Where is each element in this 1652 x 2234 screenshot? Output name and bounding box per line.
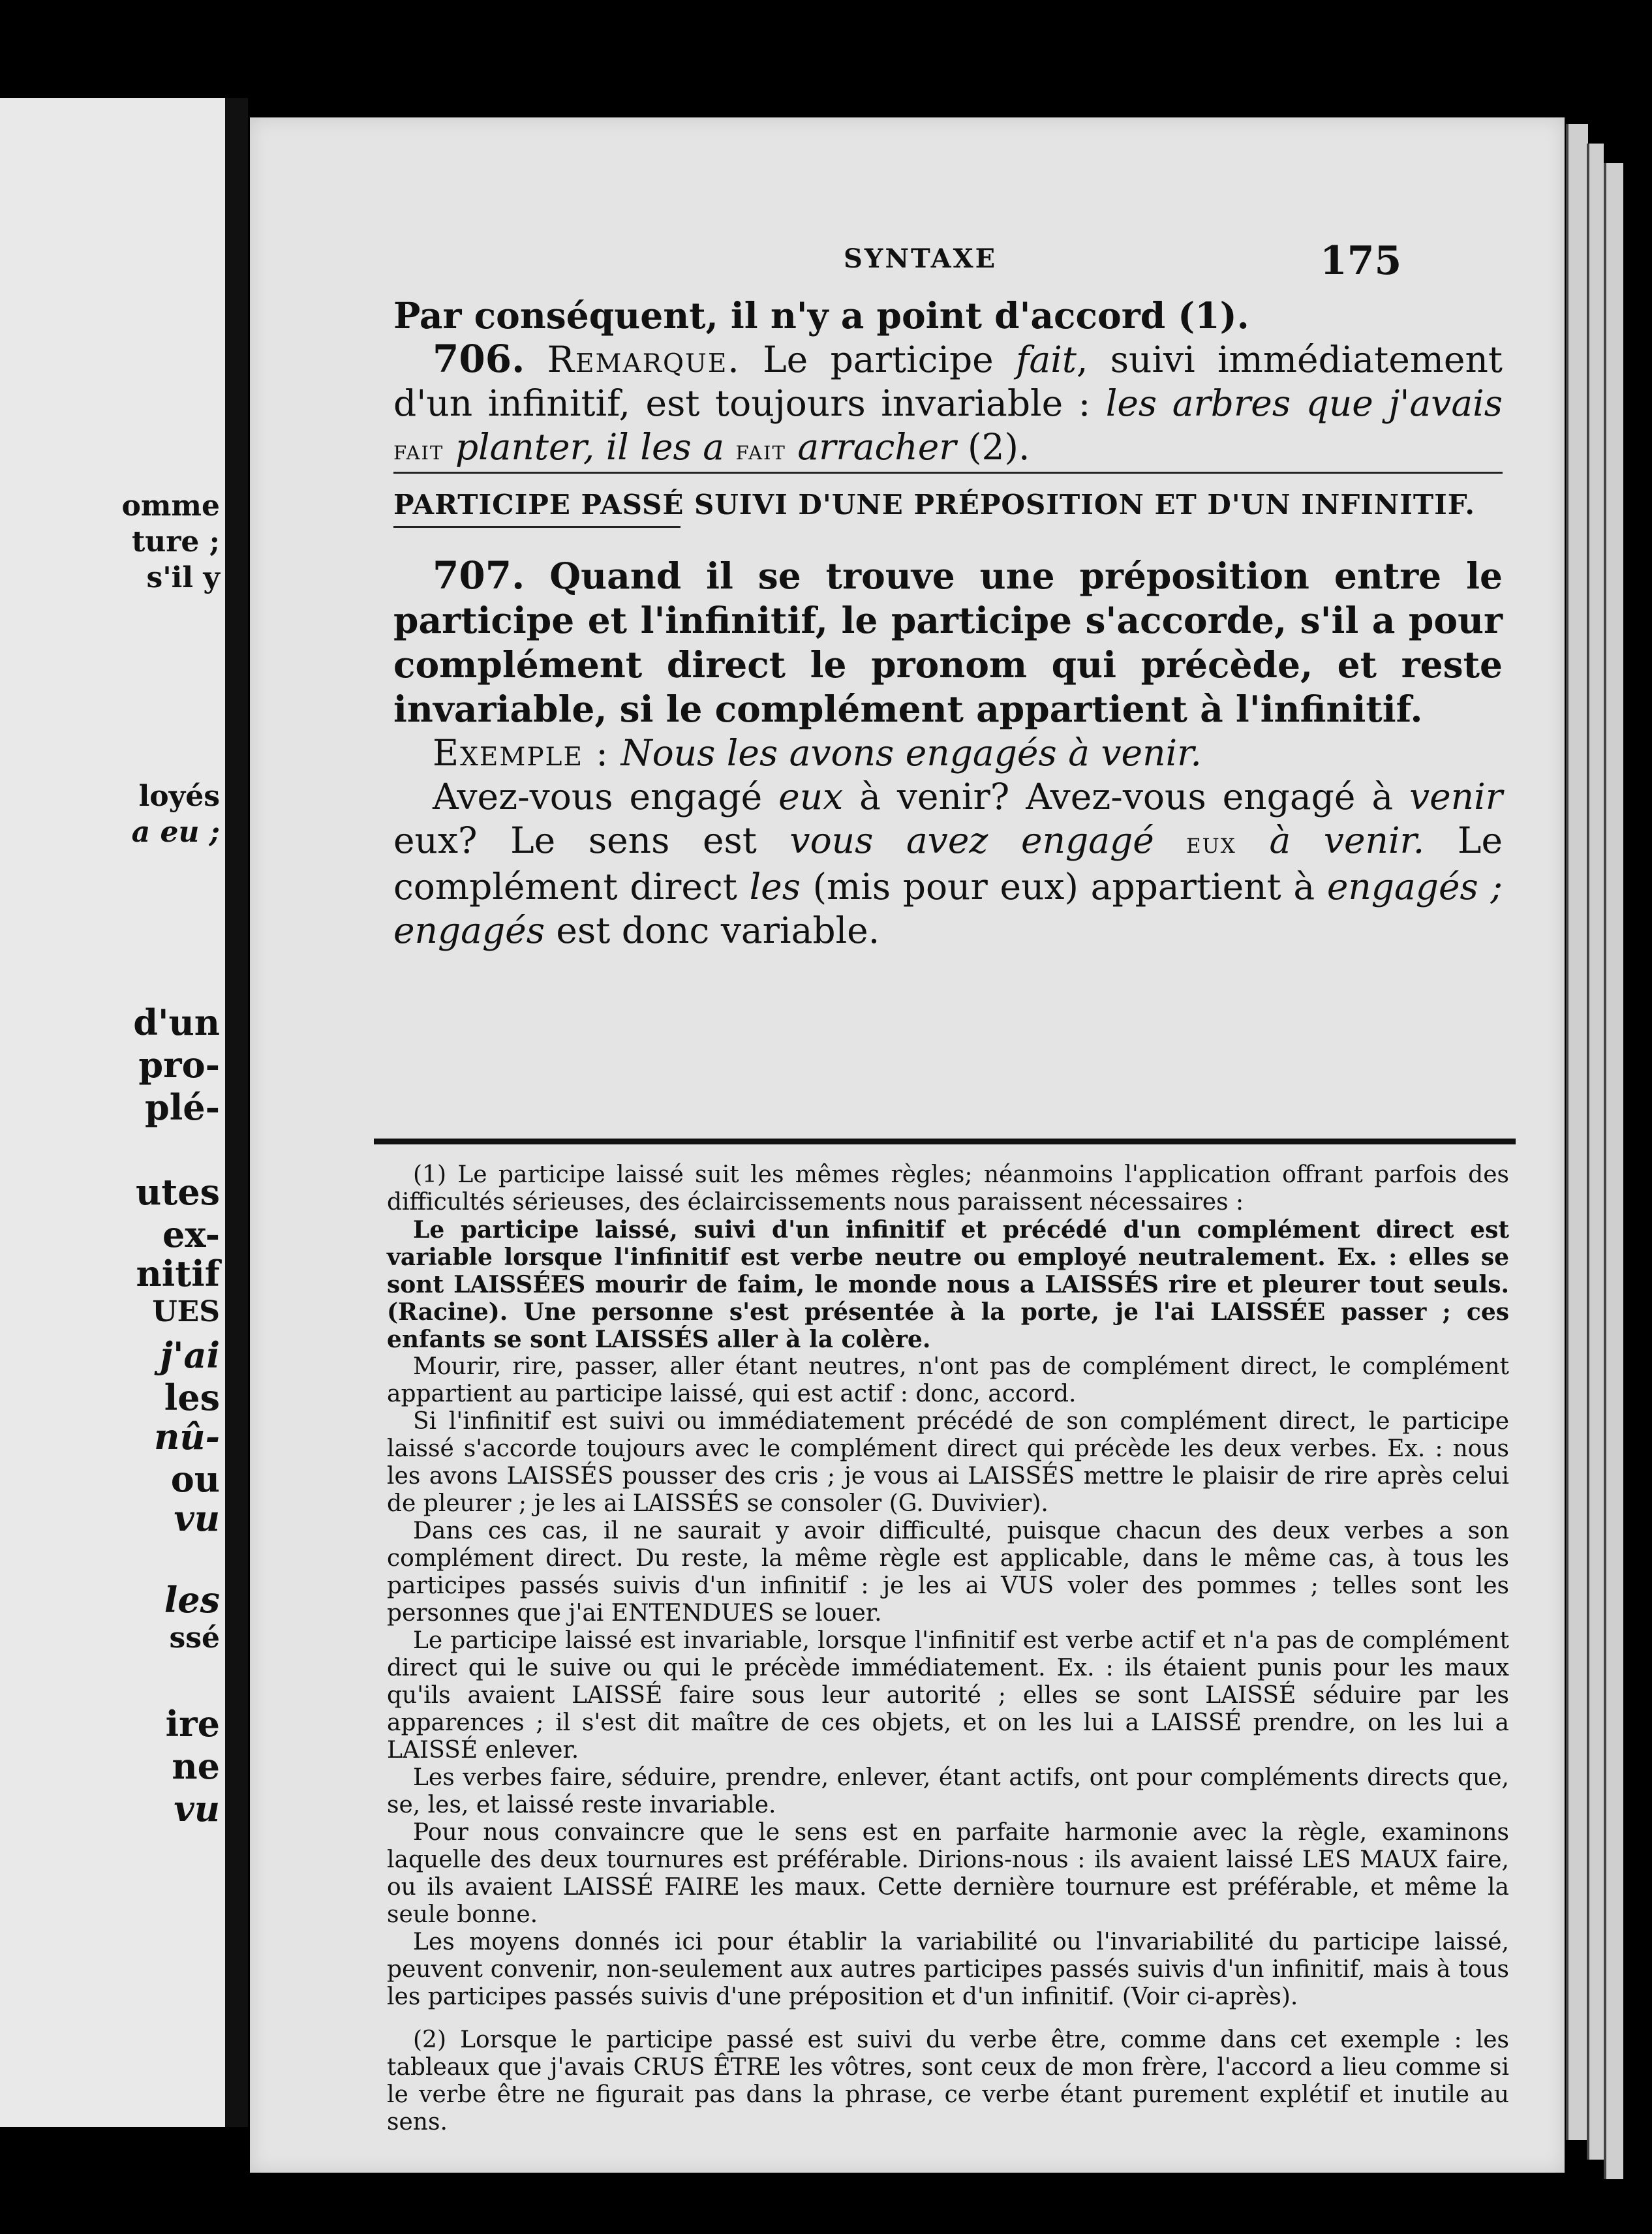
heading-rule (393, 526, 681, 528)
left-fragment: s'il y (146, 561, 220, 594)
page-edge (1587, 144, 1604, 2160)
text-run: Le participe (740, 339, 1017, 380)
left-fragment: les (164, 1377, 220, 1418)
main-text (393, 294, 1503, 953)
running-title: SYNTAXE (844, 243, 998, 274)
left-fragment: ex- (162, 1214, 220, 1255)
footnotes (387, 1161, 1509, 2136)
italic-run: venir (1409, 776, 1503, 818)
text-run: à venir? Avez-vous engagé à (843, 776, 1410, 818)
left-fragment: ou (170, 1458, 220, 1500)
left-fragment: ne (172, 1745, 220, 1787)
italic-run: vous avez engagé (789, 819, 1154, 861)
footnote-1-paragraph: Les verbes faire, séduire, prendre, enlever, étant actifs, ont pour compléments directs que, se, les, et laissé reste invariable. (387, 1764, 1509, 1818)
text-run: , suivi immédiatement d'un infinitif, est toujours invariable : (393, 339, 1503, 424)
example-run: les arbres que j'avais (1105, 382, 1503, 424)
footnote-1-intro: (1) Le participe laissé suit les mêmes règles; néanmoins l'application offrant parfois des difficultés sérieuses, des éclaircissements nous paraissent nécessaires : (387, 1161, 1509, 1216)
footnote-1-paragraph: Les moyens donnés ici pour établir la variabilité ou l'invariabilité du participe laissé, peuvent convenir, non-seulement aux autres participes passés suivis d'un infinitif, mais à tous les participes passés suivis d'une préposition et d'un infinitif. (Voir ci-après). (387, 1929, 1509, 2010)
explanation-paragraph (393, 775, 1503, 953)
left-fragment: les (164, 1579, 220, 1621)
text-run: Quand il se trouve une préposition entre le participe et l'infinitif, le participe s'accorde, s'il a pour complément direct le pronom qui précède, et reste invariable, si le complément appartient à l'infinitif. (393, 555, 1503, 730)
footnote-rule (374, 1139, 1516, 1144)
text-run: est donc variable. (544, 910, 880, 951)
footnote-1-paragraph: Si l'infinitif est suivi ou immédiatement précédé de son complément direct, le participe laissé s'accorde toujours avec le complément direct qui précède les deux verbes. Ex. : nous les avons LAISSÉS pousser des cris ; je vous ai LAISSÉS mettre le plaisir de rire après celui de pleurer ; je les ai LAISSÉS se consoler (G. Duvivier). (387, 1408, 1509, 1517)
example-line (393, 731, 1503, 775)
left-fragment: vu (174, 1788, 220, 1829)
text-run: eux? Le sens est (393, 819, 790, 861)
left-fragment: ire (165, 1703, 220, 1745)
left-fragment: UES (152, 1295, 220, 1328)
book-gutter (225, 98, 248, 2127)
left-fragment: pro- (138, 1044, 220, 1086)
paragraph-707 (393, 554, 1503, 731)
text-run: Avez-vous engagé (433, 776, 779, 818)
example-label: Exemple : (433, 732, 609, 774)
smallcaps-run: fait (735, 434, 786, 466)
text-run: Le complément direct (393, 819, 1503, 908)
left-fragment: ture ; (131, 525, 220, 558)
paragraph-706 (393, 337, 1503, 472)
left-fragment: utes (136, 1171, 220, 1213)
italic-run: fait (1016, 339, 1077, 380)
page-number: 175 (1320, 238, 1402, 284)
footnote-1-paragraph: Mourir, rire, passer, aller étant neutres, n'ont pas de complément direct, le complément appartient au participe laissé, qui est actif : donc, accord. (387, 1353, 1509, 1407)
footnote-2: (2) Lorsque le participe passé est suivi du verbe être, comme dans cet exemple : les tableaux que j'avais CRUS ÊTRE les vôtres, sont ceux de mon frère, l'accord a lieu comme si le verbe être ne figurait pas dans la phrase, ce verbe étant purement explétif et inutile au sens. (387, 2027, 1509, 2135)
footnote-1-paragraph: Pour nous convaincre que le sens est en parfaite harmonie avec la règle, examinons laquelle des deux tournures est préférable. Dirions-nous : ils avaient laissé LES MAUX faire, ou ils avaient LAISSÉ FAIRE les maux. Cette dernière tournure est préférable, et même la seule bonne. (387, 1819, 1509, 1928)
page-edge (1604, 163, 1623, 2179)
remark-label: Remarque. (547, 339, 741, 380)
left-fragment: nitif (136, 1253, 220, 1294)
smallcaps-run: eux (1154, 827, 1236, 860)
left-fragment: d'un (133, 1002, 220, 1043)
left-fragment: nû- (154, 1416, 220, 1458)
italic-run: engagés ; engagés (393, 866, 1503, 951)
left-fragment: a eu ; (131, 816, 220, 849)
left-fragment: omme (121, 489, 220, 523)
left-fragment: ssé (169, 1621, 220, 1655)
page-header (250, 238, 1565, 284)
example-text: Nous les avons engagés à venir. (620, 732, 1202, 774)
italic-run: eux (778, 776, 844, 818)
book-page (250, 117, 1565, 2173)
text-run: (mis pour eux) appartient à (800, 866, 1327, 908)
section-heading: PARTICIPE PASSÉ SUIVI D'UNE PRÉPOSITION ET D'UN INFINITIF. (393, 472, 1503, 525)
left-fragment: plé- (144, 1086, 220, 1128)
paragraph-number: 706. (433, 337, 525, 381)
left-fragment: vu (174, 1497, 220, 1539)
example-run: planter, il les a (444, 426, 736, 468)
example-run: arracher (786, 426, 956, 468)
left-fragment: loyés (138, 780, 220, 813)
note-reference: (2). (956, 426, 1030, 468)
italic-run: à venir. (1236, 819, 1425, 861)
footnote-1-paragraph: Dans ces cas, il ne saurait y avoir difficulté, puisque chacun des deux verbes a son complément direct. Du reste, la même règle est applicable, dans le même cas, à tous les participes passés suivis d'un infinitif : je les ai VUS voler des pommes ; telles sont les personnes que j'ai ENTENDUES se louer. (387, 1518, 1509, 1627)
page-edge (1566, 124, 1588, 2140)
footnote-1-paragraph: Le participe laissé, suivi d'un infinitif et précédé d'un complément direct est variable lorsque l'infinitif est verbe neutre ou employé neutralement. Ex. : elles se sont LAISSÉES mourir de faim, le monde nous a LAISSÉS rire et pleurer tout seuls. (Racine). Une personne s'est présentée à la porte, je l'ai LAISSÉE passer ; ces enfants se sont LAISSÉS aller à la colère. (387, 1216, 1509, 1353)
text-line: Par conséquent, il n'y a point d'accord (1). (393, 294, 1249, 337)
italic-run: les (749, 866, 801, 908)
left-fragment: j'ai (160, 1334, 220, 1376)
paragraph-number: 707. (433, 553, 525, 598)
footnote-1-paragraph: Le participe laissé est invariable, lorsque l'infinitif est verbe actif et n'a pas de complément direct qui le suive ou qui le précède immédiatement. Ex. : ils étaient punis pour les maux qu'ils avaient LAISSÉ faire sous leur autorité ; elles se sont LAISSÉ séduire par les apparences ; il s'est dit maître de ces objets, et on les lui a LAISSÉ prendre, on les lui a LAISSÉ enlever. (387, 1627, 1509, 1764)
left-page-fragment (0, 98, 229, 2127)
smallcaps-run: fait (393, 434, 444, 466)
